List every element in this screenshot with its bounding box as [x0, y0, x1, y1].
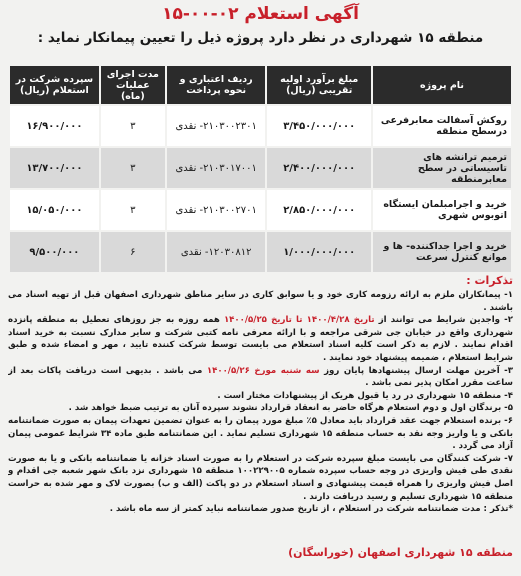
col-header-project-name: نام پروژه	[373, 66, 511, 104]
project-name: خرید و اجرامبلمان ایستگاه اتوبوس شهری	[373, 190, 511, 230]
project-budget-line: ۲۱۰۳۰۰۲۷۰۱- نقدی	[167, 190, 266, 230]
note-item: ۷- شرکت کنندگان می بایست مبلغ سپرده شرکت در استعلام را به صورت اسناد خزانه یا ضمانتنامه بانکی و یا به صورت نقدی طی فیش واریزی در وجه حساب سپرده شماره ۱۰۰۲۲۹۰۰۵ منطقه ۱۵ شهرداری نزد بانک شهر شعبه جی اقدام و اصل فیش واریزی را همراه قیمت پیشنهادی و اسناد استعلام در دو پاکت (الف و ب) بصورت لاک و مهر شده به حراست منطقه ۱۵ شهرداری تسلیم و رسید دریافت دارند .	[8, 453, 513, 502]
project-budget-line: ۲۱۰۳۰۰۲۳۰۱- نقدی	[167, 106, 266, 146]
project-estimate: ۲/۴۰۰/۰۰۰/۰۰۰	[267, 148, 371, 188]
project-estimate: ۲/۸۵۰/۰۰۰/۰۰۰	[267, 190, 371, 230]
note-date-range: تاریخ ۱۴۰۰/۴/۲۸ تا تاریخ ۱۴۰۰/۵/۲۵	[223, 315, 375, 326]
col-header-deposit: سپرده شرکت در استعلام (ریال)	[10, 66, 99, 104]
note-text: همه روزه به جز روزهای تعطیل به منطقه پانزده شهرداری واقع در خیابان جی شرقی مراجعه و با ارائه معرفی نامه کتبی شرکت و سایر مدارک نسبت به خرید اسناد اقدام نمایند . لازم به ذکر است کلیه اسناد استعلام می بایست توسط شرکت کننده تایید ، مهر و امضاء شده و طبق شرایط استعلام ، ضمیمه پیشنهاد خود نمایند .	[8, 315, 513, 363]
col-header-estimate: مبلغ برآورد اولیه تقریبی (ریال)	[267, 66, 371, 104]
notice-subtitle: منطقه ۱۵ شهرداری در نظر دارد پروژه ذیل را تعیین پیمانکار نماید :	[37, 30, 484, 46]
project-budget-line: ۲۱۰۳۰۱۷۰۰۱- نقدی	[167, 148, 266, 188]
note-item	[8, 365, 513, 390]
note-item: ۶- برنده استعلام جهت عقد قرارداد باید معادل ۵٪ مبلغ مورد پیمان را به عنوان تضمین تعهدات پیمان به صورت ضمانتنامه بانکی و یا واریز وجه نقد به حساب منطقه ۱۵ شهرداری تسلیم نماید . این ضمانتنامه طبق ماده ۳۴ شرایط عمومی پیمان آزاد می گردد .	[8, 415, 513, 452]
notice-title: آگهی استعلام ۰۲-۰۰-۱۵	[162, 4, 359, 24]
project-deposit: ۱۵/۰۵۰/۰۰۰	[10, 190, 99, 230]
col-header-budget-line: ردیف اعتباری و نحوه پرداخت	[167, 66, 266, 104]
note-text: ۲- واجدین شرایط می توانند از	[374, 315, 513, 326]
note-item: ۱- پیمانکاران ملزم به ارائه رزومه کاری خود و یا سوابق کاری در سایر مناطق شهرداری اصفهان قبل از تهیه اسناد می باشند .	[8, 290, 513, 313]
note-item: ۵- برندگان اول و دوم استعلام هرگاه حاضر به انعقاد قرارداد نشوند سپرده آنان به ترتیب ضبط خواهد شد .	[68, 403, 513, 414]
project-deposit: ۱۳/۷۰۰/۰۰۰	[10, 148, 99, 188]
col-header-duration: مدت اجرای عملیات (ماه)	[101, 66, 165, 104]
notes-section	[8, 274, 513, 544]
project-deposit: ۱۶/۹۰۰/۰۰۰	[10, 106, 99, 146]
table-row	[10, 232, 511, 272]
project-deposit: ۹/۵۰۰/۰۰۰	[10, 232, 99, 272]
table-row	[10, 190, 511, 230]
note-item	[8, 314, 513, 364]
project-name: خرید و اجرا جداکننده- ها و موانع کنترل سرعت	[373, 232, 511, 272]
project-estimate: ۱/۰۰۰/۰۰۰/۰۰۰	[267, 232, 371, 272]
table-row	[10, 106, 511, 146]
project-estimate: ۳/۴۵۰/۰۰۰/۰۰۰	[267, 106, 371, 146]
project-name: ترمیم ترانشه های تاسیساتی در سطح معابرمنطقه	[373, 148, 511, 188]
project-budget-line: ۱۲۰۳۰۸۱۲- نقدی	[167, 232, 266, 272]
notes-title: تذکرات :	[466, 274, 513, 287]
note-deadline: سه شنبه مورخ ۱۴۰۰/۵/۲۶	[206, 365, 320, 376]
note-text: ۳- آخرین مهلت ارسال پیشنهادها پایان روز	[319, 365, 513, 376]
table-header-row	[10, 66, 511, 104]
note-text: می باشد . بدیهی است دریافت پاکات بعد از ساعت مقرر امکان پذیر نمی باشد .	[8, 365, 513, 389]
note-item: *تذکر : مدت ضمانتنامه شرکت در استعلام ، از تاریخ صدور ضمانتنامه نباید کمتر از سه ماه باشد .	[109, 504, 513, 515]
project-duration: ۳	[101, 106, 165, 146]
project-duration: ۳	[101, 190, 165, 230]
note-item: ۴- منطقه ۱۵ شهرداری در رد یا قبول هریک از پیشنهادات مختار است .	[217, 390, 513, 401]
project-duration: ۳	[101, 148, 165, 188]
footer-signature: منطقه ۱۵ شهرداری اصفهان (خوراسگان)	[288, 546, 513, 559]
table-row	[10, 148, 511, 188]
project-name: روکش آسفالت معابرفرعی درسطح منطقه	[373, 106, 511, 146]
project-duration: ۶	[101, 232, 165, 272]
projects-table	[8, 64, 513, 274]
